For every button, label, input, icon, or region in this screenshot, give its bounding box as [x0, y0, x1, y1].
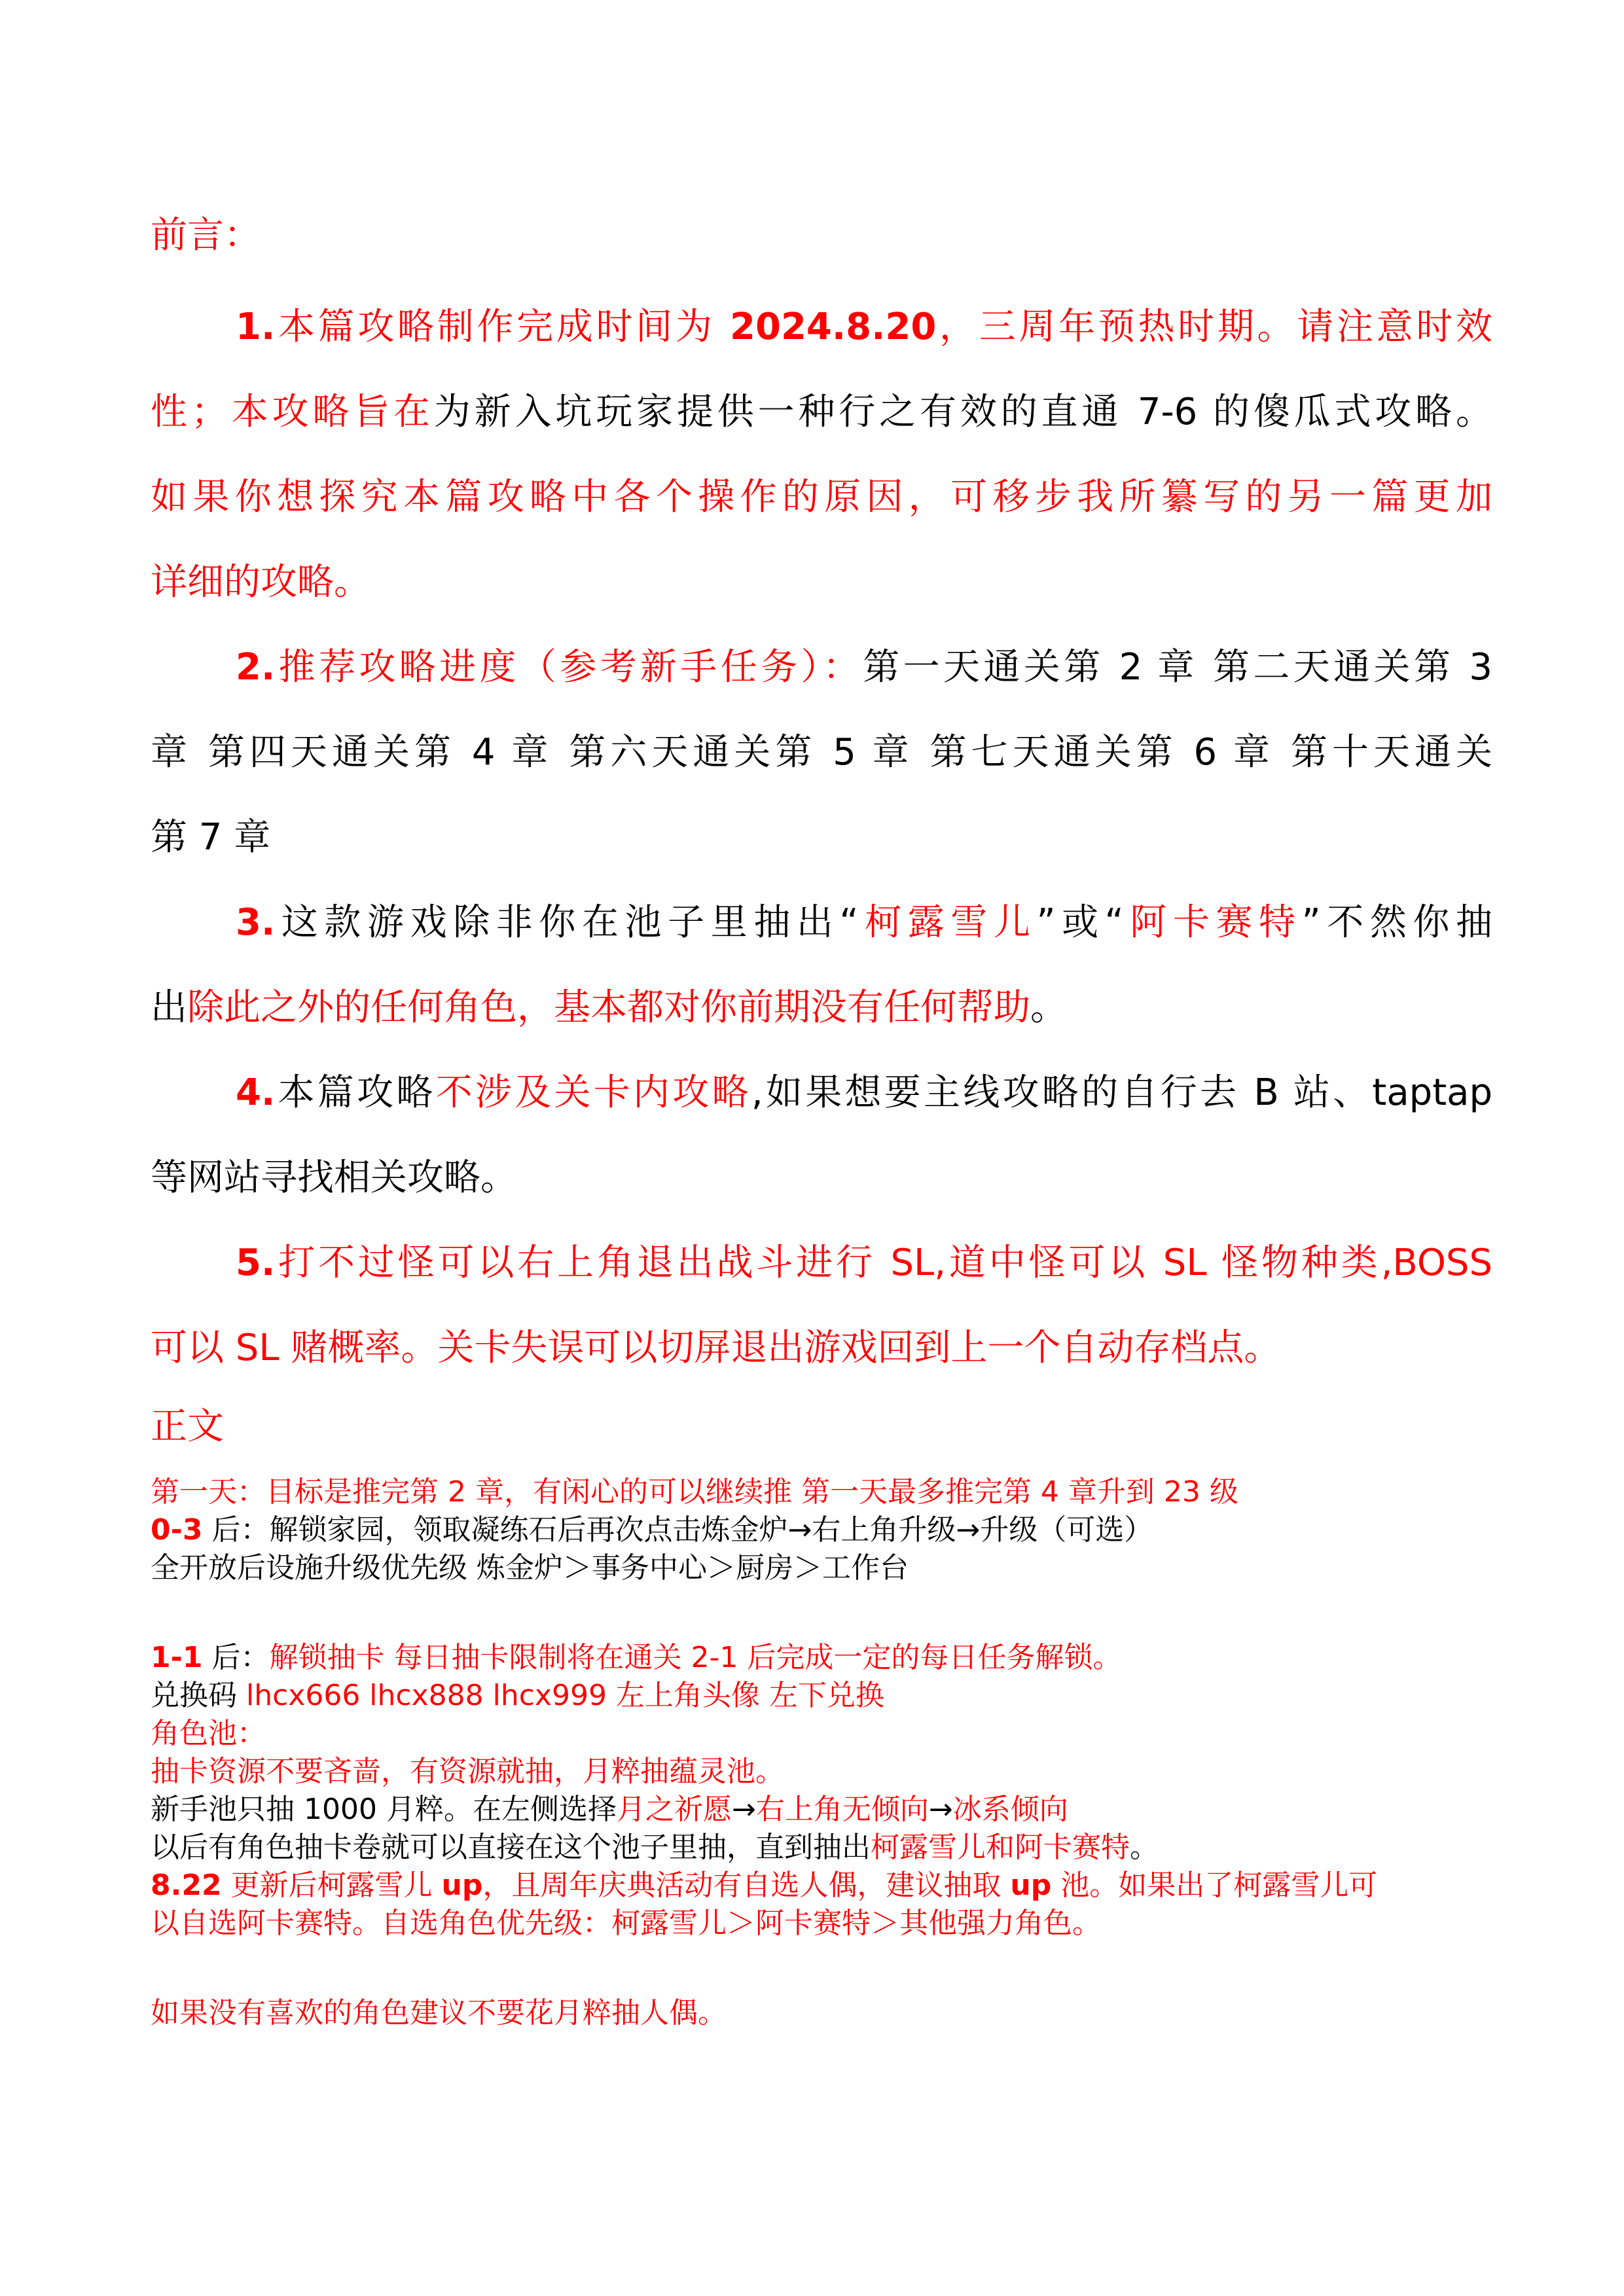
later-text-c: 。	[1130, 1831, 1159, 1864]
newbie-text-d: 右上角无倾向	[755, 1793, 929, 1826]
newbie-text-a: 新手池只抽 1000 月粹。在左侧选择	[151, 1793, 617, 1826]
p1-line2-black: 为新入坑玩家提供一种行之有效的直通 7-6 的傻瓜式攻略。	[433, 391, 1492, 433]
p2-number: 2.	[236, 646, 276, 689]
p3-text-e: ”不然你抽	[1301, 901, 1493, 944]
section-11-text-b: 解锁抽卡 每日抽卡限制将在通关 2-1 后完成一定的每日任务解锁。	[269, 1641, 1122, 1674]
update-text-a: 更新后柯露雪儿	[221, 1869, 442, 1902]
arrow-2: →	[928, 1793, 953, 1826]
newbie-text-f: 冰系倾向	[952, 1793, 1068, 1826]
preface-p4-line1	[151, 1070, 1492, 1116]
redeem-code-line	[151, 1677, 1525, 1714]
section-03-line2: 全开放后设施升级优先级 炼金炉＞事务中心＞厨房＞工作台	[151, 1551, 909, 1585]
preface-p1-line3: 如果你想探究本篇攻略中各个操作的原因，可移步我所纂写的另一篇更加	[151, 476, 1492, 518]
p3-text-a: 这款游戏除非你在池子里抽出“	[275, 901, 859, 944]
body-title: 正文	[151, 1405, 224, 1448]
p2-text-b: 第一天通关第 2 章 第二天通关第 3	[863, 646, 1493, 689]
p5-text-a: 打不过怪可以右上角退出战斗进行 SL,道中怪可以 SL 怪物种类,BOSS	[275, 1242, 1492, 1284]
update-up-2: up	[1010, 1869, 1052, 1902]
update-text-b: ，且周年庆典活动有自选人偶，建议抽取	[482, 1869, 1011, 1902]
p4-number: 4.	[236, 1071, 276, 1114]
p4-text-a: 本篇攻略	[275, 1071, 436, 1114]
p1-text-a: 本篇攻略制作完成时间为	[275, 306, 731, 348]
section-11-line1	[151, 1640, 1525, 1676]
preface-p3-line1	[151, 900, 1492, 946]
day1-line: 第一天：目标是推完第 2 章，有闲心的可以继续推 第一天最多推完第 4 章升到 23 级	[151, 1475, 1238, 1509]
p3-line2-c: 。	[1030, 986, 1067, 1029]
preface-p5-line1	[151, 1240, 1492, 1286]
section-03-text: 后：解锁家园，领取凝练石后再次点击炼金炉→右上角升级→升级（可选）	[202, 1513, 1153, 1547]
p3-line2-red: 除此之外的任何角色，基本都对你前期没有任何帮助	[187, 986, 1030, 1029]
section-11-text-a: 后：	[202, 1641, 270, 1674]
p3-text-c: ”或“	[1036, 901, 1124, 944]
preface-p5-line2: 可以 SL 赌概率。关卡失误可以切屏退出游戏回到上一个自动存档点。	[151, 1327, 1281, 1369]
section-03-line1	[151, 1512, 1525, 1549]
preface-p2-line3: 第 7 章	[151, 816, 271, 859]
p3-name-2: 阿卡赛特	[1123, 901, 1302, 944]
later-text-a: 以后有角色抽卡卷就可以直接在这个池子里抽，直到抽出	[151, 1831, 871, 1864]
p3-number: 3.	[236, 901, 276, 944]
p1-number: 1.	[236, 306, 276, 348]
section-11-number: 1-1	[151, 1641, 203, 1674]
preface-p4-line2: 等网站寻找相关攻略。	[151, 1157, 517, 1199]
p3-line2-a: 出	[151, 986, 187, 1029]
p4-text-red: 不涉及关卡内攻略	[435, 1071, 751, 1114]
p2-text-a: 推荐攻略进度（参考新手任务）：	[275, 646, 863, 689]
preface-p1-line1	[151, 304, 1492, 350]
update-number: 8.22	[151, 1869, 222, 1902]
pool-advice: 抽卡资源不要吝啬，有资源就抽，月粹抽蕴灵池。	[151, 1755, 784, 1788]
preface-p3-line2	[151, 985, 1492, 1031]
section-03-number: 0-3	[151, 1513, 203, 1547]
p1-text-b: ，三周年预热时期。	[936, 306, 1297, 348]
redeem-code-label: 兑换码	[151, 1679, 246, 1712]
p1-line2-red: 性；本攻略旨在	[151, 391, 434, 433]
p4-text-c: ,如果想要主线攻略的自行去 B 站、taptap	[751, 1071, 1493, 1114]
later-text-b: 柯露雪儿和阿卡赛特	[871, 1831, 1130, 1864]
preface-p2-line2: 章 第四天通关第 4 章 第六天通关第 5 章 第七天通关第 6 章 第十天通关	[151, 731, 1492, 774]
redeem-codes: lhcx666 lhcx888 lhcx999 左上角头像 左下兑换	[246, 1679, 884, 1712]
update-up-1: up	[441, 1869, 483, 1902]
preface-p2-line1	[151, 645, 1492, 691]
update-text-c: 池。如果出了柯露雪儿可	[1051, 1869, 1378, 1902]
pool-title: 角色池：	[151, 1717, 266, 1750]
newbie-pool-line	[151, 1791, 1525, 1828]
final-advice: 如果没有喜欢的角色建议不要花月粹抽人偶。	[151, 1996, 727, 2030]
preface-title: 前言：	[151, 214, 261, 257]
update-line1	[151, 1867, 1525, 1904]
p1-date: 2024.8.20	[730, 306, 937, 348]
newbie-text-b: 月之祈愿	[616, 1793, 732, 1826]
later-pull-line	[151, 1829, 1525, 1866]
p5-number: 5.	[236, 1242, 276, 1284]
preface-p1-line2	[151, 389, 1492, 435]
p1-text-c: 请注意时效	[1297, 306, 1493, 348]
update-line2: 以自选阿卡赛特。自选角色优先级：柯露雪儿＞阿卡赛特＞其他强力角色。	[151, 1907, 1101, 1940]
p3-name-1: 柯露雪儿	[858, 901, 1037, 944]
arrow-1: →	[731, 1793, 756, 1826]
preface-p1-line4: 详细的攻略。	[151, 561, 370, 603]
